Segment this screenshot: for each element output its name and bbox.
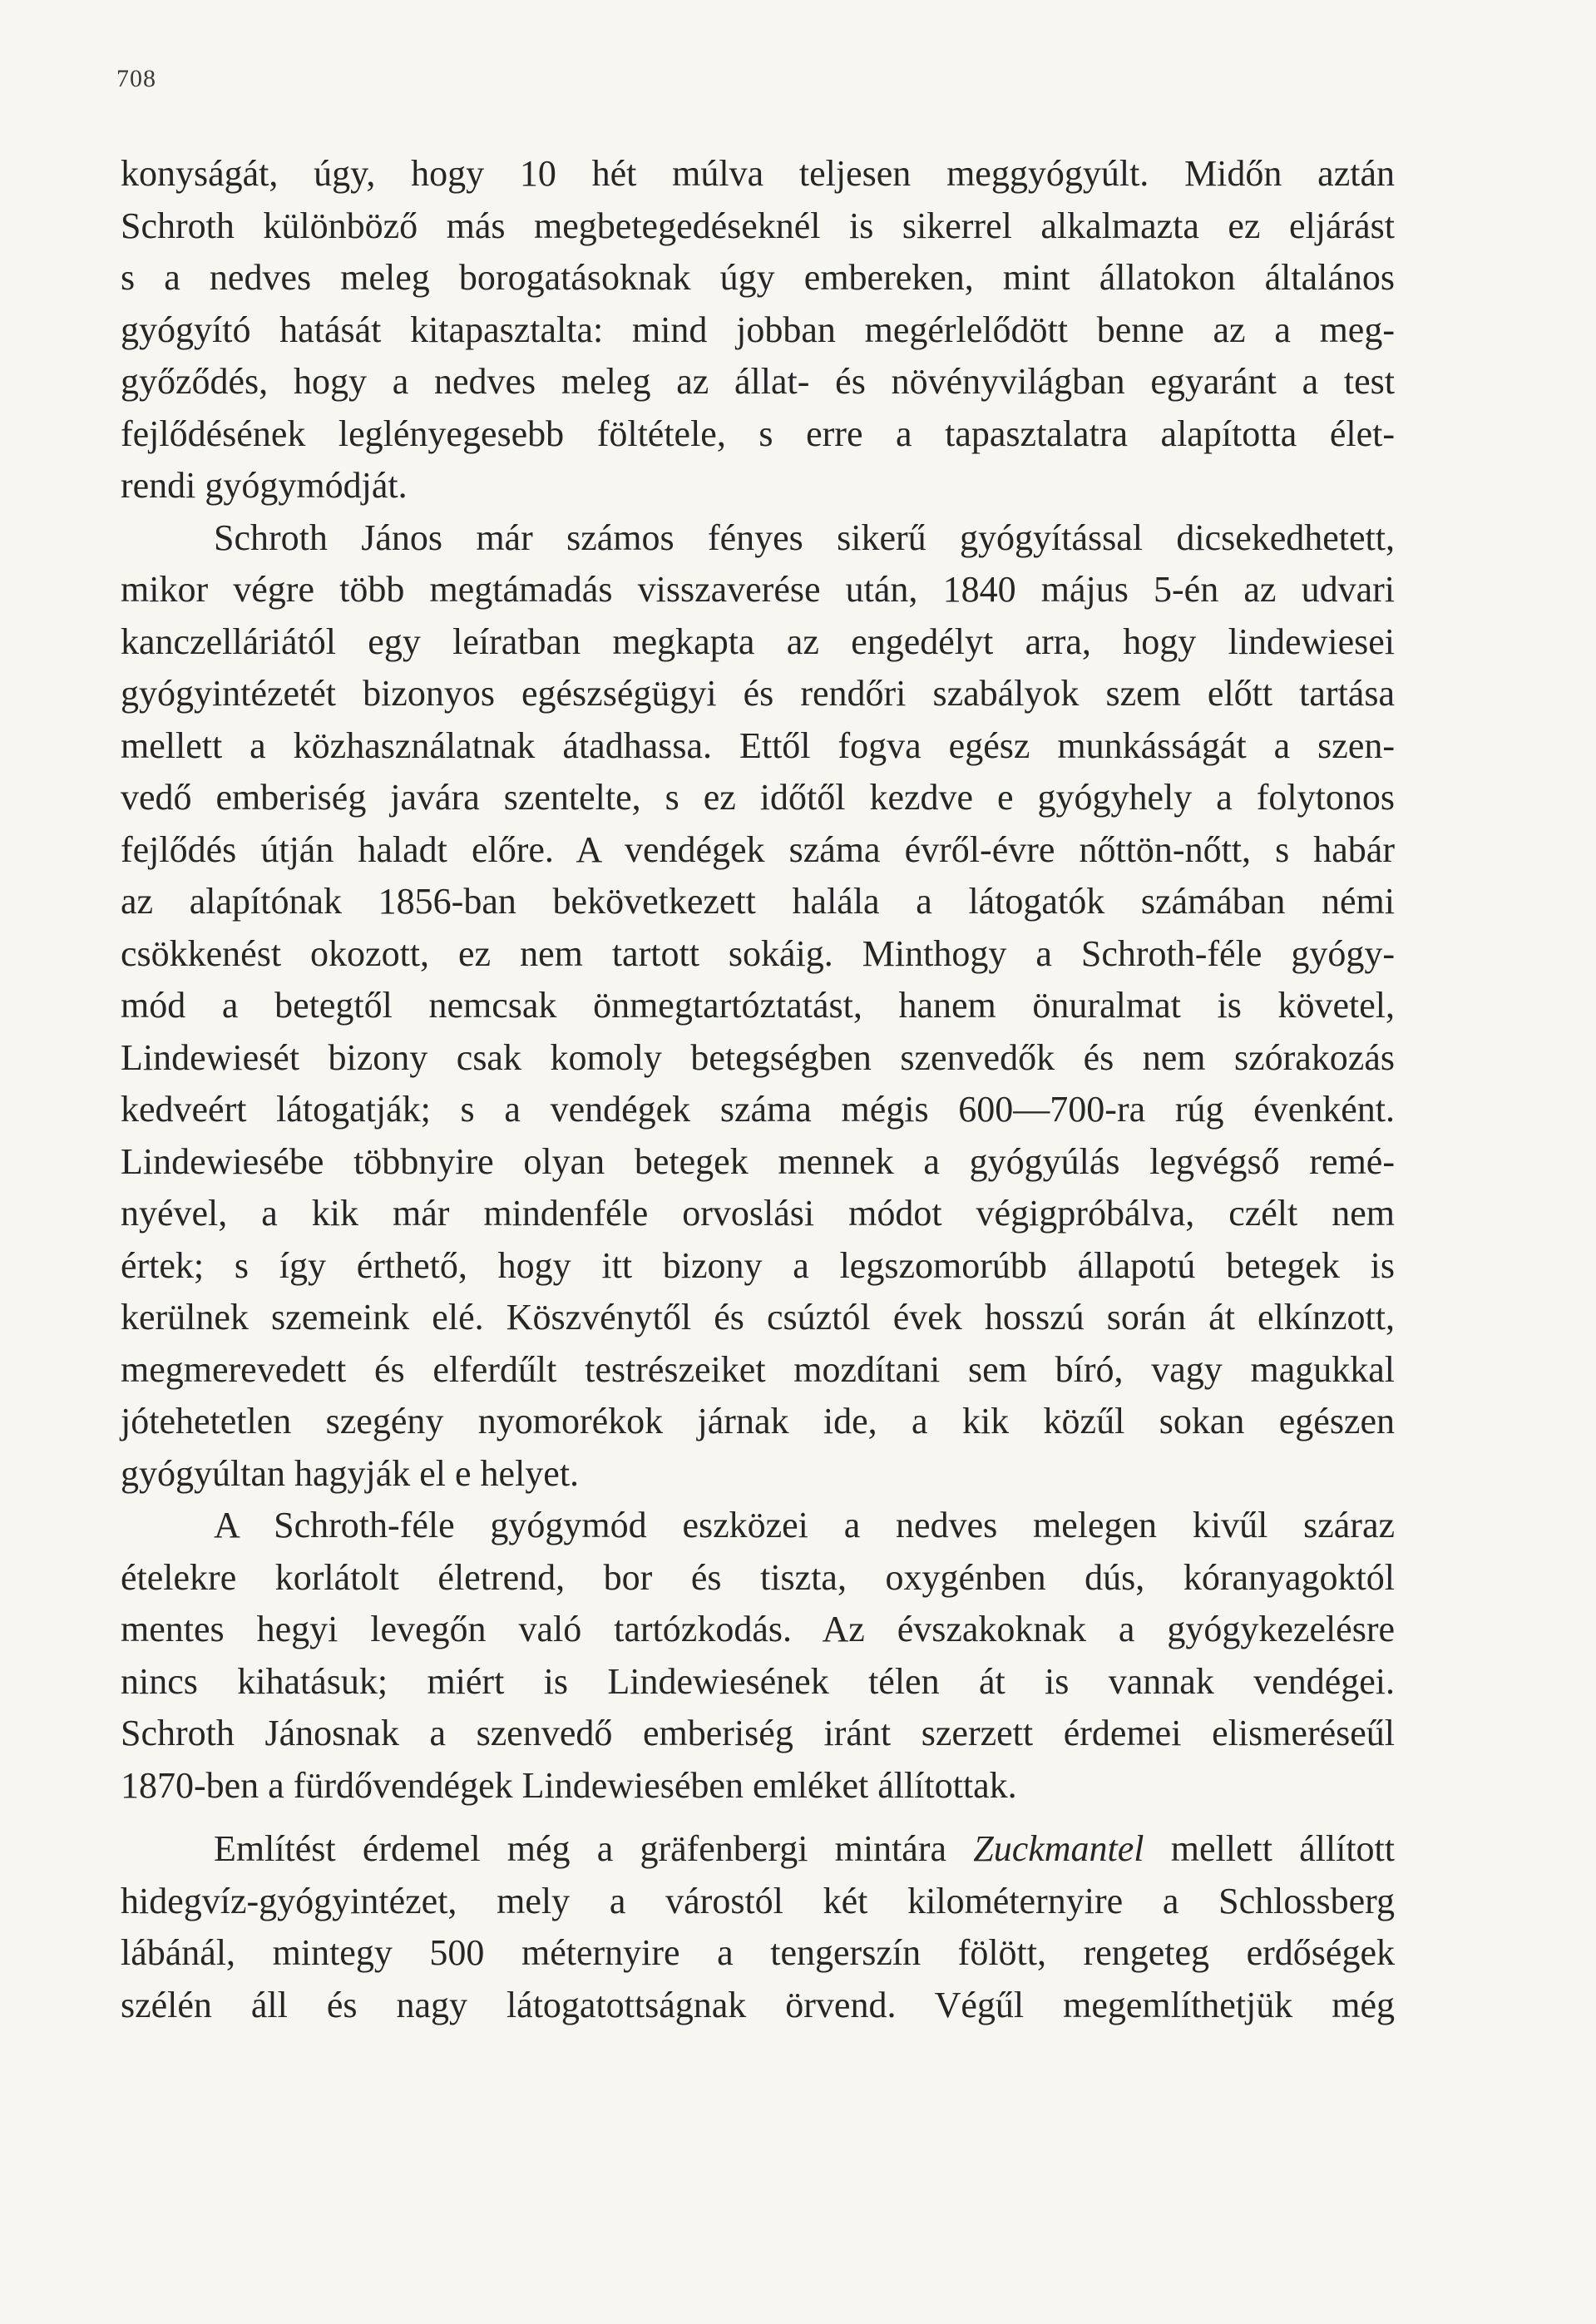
text-line: 1870-ben a fürdővendégek Lindewiesében emléket állítottak. bbox=[121, 1764, 1017, 1806]
text-line: kerülnek szemeink elé. Köszvénytől és csúztól évek hosszú során át elkínzott, bbox=[121, 1297, 1395, 1338]
text-line: fejlődésének leglényegesebb föltétele, s erre a tapasztalatra alapította élet- bbox=[121, 413, 1395, 454]
text-line: Lindewiesébe többnyire olyan betegek mennek a gyógyúlás legvégső remé- bbox=[121, 1140, 1395, 1182]
text-line: szélén áll és nagy látogatottságnak örvend. Végűl megemlíthetjük még bbox=[121, 1984, 1395, 2025]
text-line: mellett a közhasználatnak átadhassa. Ettől fogva egész munkásságát a szen- bbox=[121, 724, 1395, 766]
text-line: Említést érdemel még a gräfenbergi mintára Zuckmantel mellett állított bbox=[214, 1828, 1396, 1869]
text-line: nincs kihatásuk; miért is Lindewiesének télen át is vannak vendégei. bbox=[121, 1660, 1395, 1702]
text-line: mentes hegyi levegőn való tartózkodás. Az évszakoknak a gyógykezelésre bbox=[121, 1609, 1395, 1649]
paragraph-4 bbox=[121, 1823, 1395, 2031]
body-text bbox=[121, 148, 1395, 2031]
text-line: Schroth Jánosnak a szenvedő emberiség iránt szerzett érdemei elismeréseűl bbox=[121, 1713, 1395, 1753]
paragraph-2 bbox=[121, 512, 1395, 1501]
text-line: rendi gyógymódját. bbox=[121, 465, 408, 506]
text-line: vedő emberiség javára szentelte, s ez időtől kezdve e gyógyhely a folytonos bbox=[121, 777, 1395, 818]
paragraph-gap bbox=[121, 1812, 1395, 1823]
page-number: 708 bbox=[116, 65, 156, 92]
text-line: mód a betegtől nemcsak önmegtartóztatást, hanem önuralmat is követel, bbox=[121, 985, 1395, 1026]
text-line: Lindewiesét bizony csak komoly betegségben szenvedők és nem szórakozás bbox=[121, 1036, 1395, 1078]
paragraph-3 bbox=[121, 1500, 1395, 1812]
text-line: ételekre korlátolt életrend, bor és tiszta, oxygénben dús, kóranyagoktól bbox=[121, 1556, 1395, 1598]
text-line: gyógyintézetét bizonyos egészségügyi és rendőri szabályok szem előtt tartása bbox=[121, 673, 1395, 714]
text-line: Schroth János már számos fényes sikerű gyógyítással dicsekedhetett, bbox=[214, 517, 1395, 558]
text-line: gyógyúltan hagyják el e helyet. bbox=[121, 1452, 580, 1494]
text-line: megmerevedett és elferdűlt testrészeiket mozdítani sem bíró, vagy magukkal bbox=[121, 1348, 1395, 1390]
text-line: kanczelláriától egy leíratban megkapta az engedélyt arra, hogy lindewiesei bbox=[121, 621, 1395, 662]
text-line: konyságát, úgy, hogy 10 hét múlva teljesen meggyógyúlt. Midőn aztán bbox=[121, 153, 1395, 194]
text-line: A Schroth-féle gyógymód eszközei a nedves melegen kivűl száraz bbox=[214, 1505, 1395, 1545]
text-line: nyével, a kik már mindenféle orvoslási módot végigpróbálva, czélt nem bbox=[121, 1193, 1395, 1234]
text-line: mikor végre több megtámadás visszaverése után, 1840 május 5-én az udvari bbox=[121, 569, 1395, 610]
text-line: az alapítónak 1856-ban bekövetkezett halála a látogatók számában némi bbox=[121, 881, 1395, 922]
text-line: jótehetetlen szegény nyomorékok járnak ide, a kik közűl sokan egészen bbox=[121, 1401, 1395, 1441]
text-line: gyógyító hatását kitapasztalta: mind jobban megérlelődött benne az a meg- bbox=[121, 309, 1395, 350]
text-line: csökkenést okozott, ez nem tartott sokáig. Minthogy a Schroth-féle gyógy- bbox=[121, 932, 1395, 974]
text-line: Schroth különböző más megbetegedéseknél is sikerrel alkalmazta ez eljárást bbox=[121, 205, 1395, 246]
text-line: kedveért látogatják; s a vendégek száma mégis 600—700-ra rúg évenként. bbox=[121, 1089, 1395, 1130]
text-line: fejlődés útján haladt előre. A vendégek száma évről-évre nőttön-nőtt, s habár bbox=[121, 828, 1395, 870]
text-line: értek; s így érthető, hogy itt bizony a legszomorúbb állapotú betegek is bbox=[121, 1244, 1395, 1286]
text-line: s a nedves meleg borogatásoknak úgy embereken, mint állatokon általános bbox=[121, 257, 1395, 298]
italic-place-name: Zuckmantel bbox=[973, 1828, 1144, 1869]
text-line: győződés, hogy a nedves meleg az állat- és növényvilágban egyaránt a test bbox=[121, 361, 1395, 402]
paragraph-1 bbox=[121, 148, 1395, 512]
text-line: hidegvíz-gyógyintézet, mely a várostól két kilométernyire a Schlossberg bbox=[121, 1880, 1395, 1921]
text-line: lábánál, mintegy 500 méternyire a tengerszín fölött, rengeteg erdőségek bbox=[121, 1932, 1395, 1973]
